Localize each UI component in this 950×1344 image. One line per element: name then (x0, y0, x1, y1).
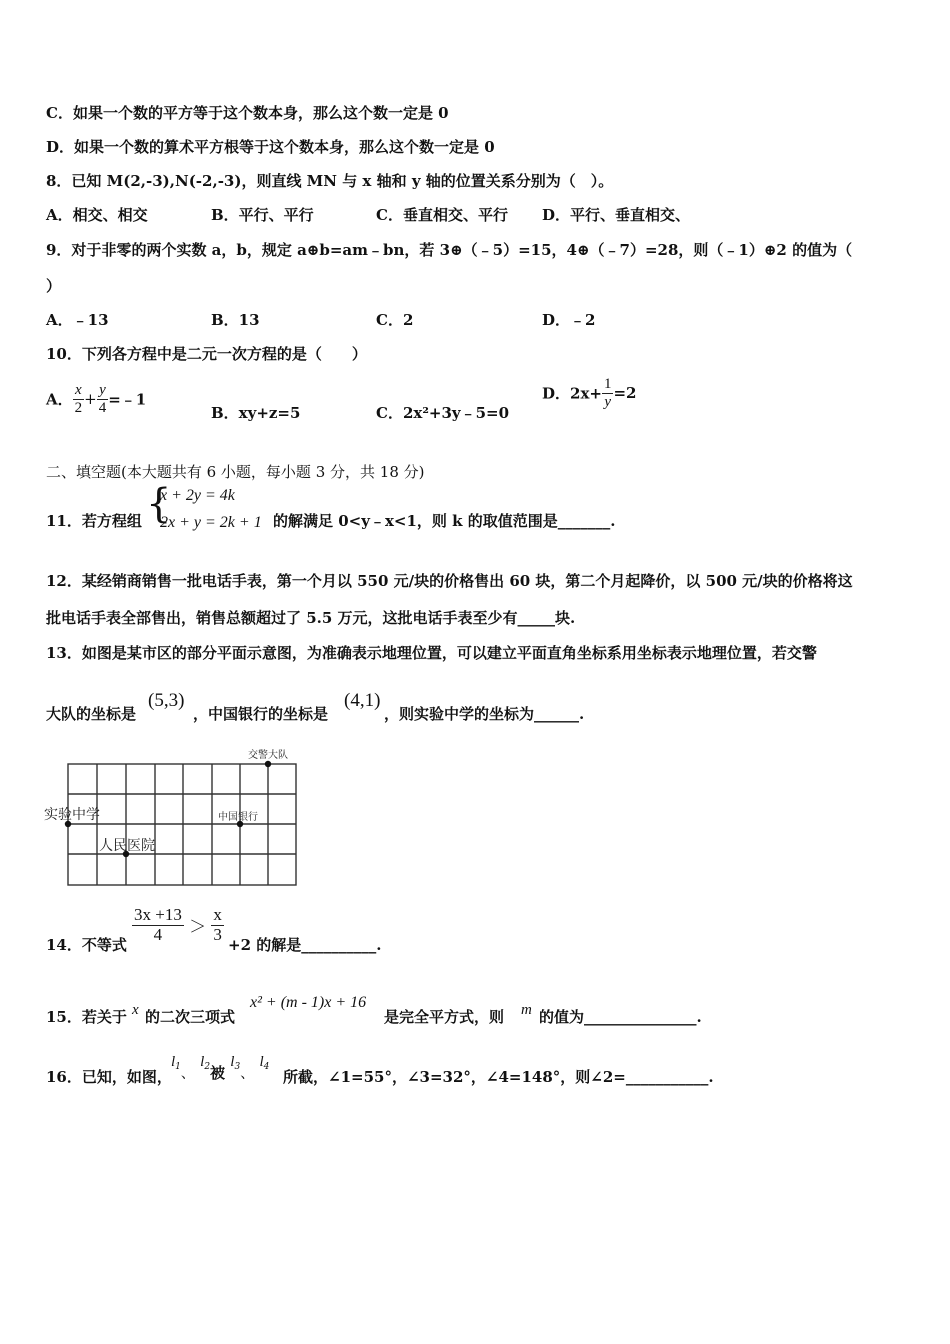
question-9: 9．对于非零的两个实数 a，b，规定 a⊕b=am﹣bn，若 3⊕（﹣5）=15，4⊕（﹣7）=28，则（﹣1）⊕2 的值为（ (46, 241, 853, 259)
q8-option-d: D．平行、垂直相交、 (542, 206, 691, 224)
q9-option-b: B．13 (211, 311, 260, 329)
fraction-x-over-2: $\frac{x}{2}$ (74, 382, 83, 416)
question-12: 12．某经销商销售一批电话手表，第一个月以 550 元/块的价格售出 60 块，第二个月起降价，以 500 元/块的价格将这 (46, 572, 853, 590)
q9-option-a: A．﹣13 (46, 311, 109, 329)
q14-inequality: $\frac{3x +13}{4}$ ＞ $\frac{x}{3}$ (134, 905, 222, 944)
question-13-cont-2: ，中国银行的坐标是 (193, 705, 329, 723)
q8-option-a: A．相交、相交 (46, 206, 148, 224)
q9-option-c: C．2 (376, 311, 414, 329)
q15-var-m: m (521, 1002, 532, 1018)
system-eq2: 2x + y = 2k + 1 (160, 514, 262, 531)
label-hospital: 人民医院 (99, 838, 155, 854)
q16-lines: $l_1$、 $l_2$被 $l_3$、 $l_4$ (171, 1054, 270, 1082)
question-11-pre: 11．若方程组 (46, 512, 142, 530)
system-eq1: x + 2y = 4k (160, 487, 235, 504)
q9-option-d: D．﹣2 (542, 311, 596, 329)
label-police: 交警大队 (248, 750, 288, 761)
option-c-line: C．如果一个数的平方等于这个数本身，那么这个数一定是 0 (46, 104, 449, 122)
coord-police: (5,3) (148, 690, 185, 711)
q15-polynomial: x² + (m - 1)x + 16 (250, 994, 367, 1011)
question-15-end: 的值为_______________. (539, 1008, 702, 1026)
q10-option-d: D．2x+ $\frac{1}{y}$ =2 (542, 376, 637, 410)
question-8: 8．已知 M(2,-3),N(-2,-3)，则直线 MN 与 x 轴和 y 轴的位置关系分别为（ ）。 (46, 172, 614, 190)
question-12-cont: 批电话手表全部售出，销售总额超过了 5.5 万元，这批电话手表至少有_____块. (46, 609, 576, 627)
question-13-cont-3: ，则实验中学的坐标为______. (384, 705, 585, 723)
coord-bank: (4,1) (344, 690, 381, 711)
fraction-1-over-y: $\frac{1}{y}$ (603, 376, 612, 410)
question-10: 10．下列各方程中是二元一次方程的是（ ） (46, 345, 367, 363)
street-map-figure (42, 742, 312, 892)
fraction-y-over-4: $\frac{y}{4}$ (98, 382, 107, 416)
q10-option-c: C．2x²+3y﹣5=0 (376, 404, 510, 422)
option-d-line: D．如果一个数的算术平方根等于这个数本身，那么这个数一定是 0 (46, 138, 495, 156)
q8-option-b: B．平行、平行 (211, 206, 314, 224)
q10-option-a: A． $\frac{x}{2}$ + $\frac{y}{4}$ =﹣1 (46, 382, 147, 416)
fraction-3x13-over-4: $\frac{3x +13}{4}$ (134, 905, 182, 944)
question-13: 13．如图是某市区的部分平面示意图，为准确表示地理位置，可以建立平面直角坐标系用坐标表示地理位置，若交警 (46, 644, 817, 662)
label-bank: 中国银行 (218, 812, 258, 823)
question-14-post: +2 的解是__________. (228, 936, 382, 954)
question-14-pre: 14．不等式 (46, 936, 127, 954)
question-15-mid: 的二次三项式 (145, 1008, 236, 1026)
question-9-cont: ） (46, 277, 62, 295)
label-school: 实验中学 (44, 807, 100, 823)
system-brace: { (146, 481, 172, 527)
section-2-heading: 二、填空题(本大题共有 6 小题，每小题 3 分，共 18 分) (46, 463, 425, 481)
question-16-post: 所截，∠1=55°，∠3=32°，∠4=148°，则∠2=___________. (283, 1068, 714, 1086)
police-point (265, 761, 271, 767)
q10-option-b: B．xy+z=5 (211, 404, 301, 422)
question-11-post: 的解满足 0<y﹣x<1，则 k 的取值范围是_______. (273, 512, 616, 530)
question-15-pre: 15．若关于 (46, 1008, 127, 1026)
question-13-cont: 大队的坐标是 (46, 705, 137, 723)
fraction-x-over-3: $\frac{x}{3}$ (213, 905, 222, 944)
question-16-pre: 16．已知，如图， (46, 1068, 172, 1086)
question-15-post: 是完全平方式，则 (384, 1008, 505, 1026)
q15-var-x: x (132, 1002, 139, 1018)
q8-option-c: C．垂直相交、平行 (376, 206, 508, 224)
